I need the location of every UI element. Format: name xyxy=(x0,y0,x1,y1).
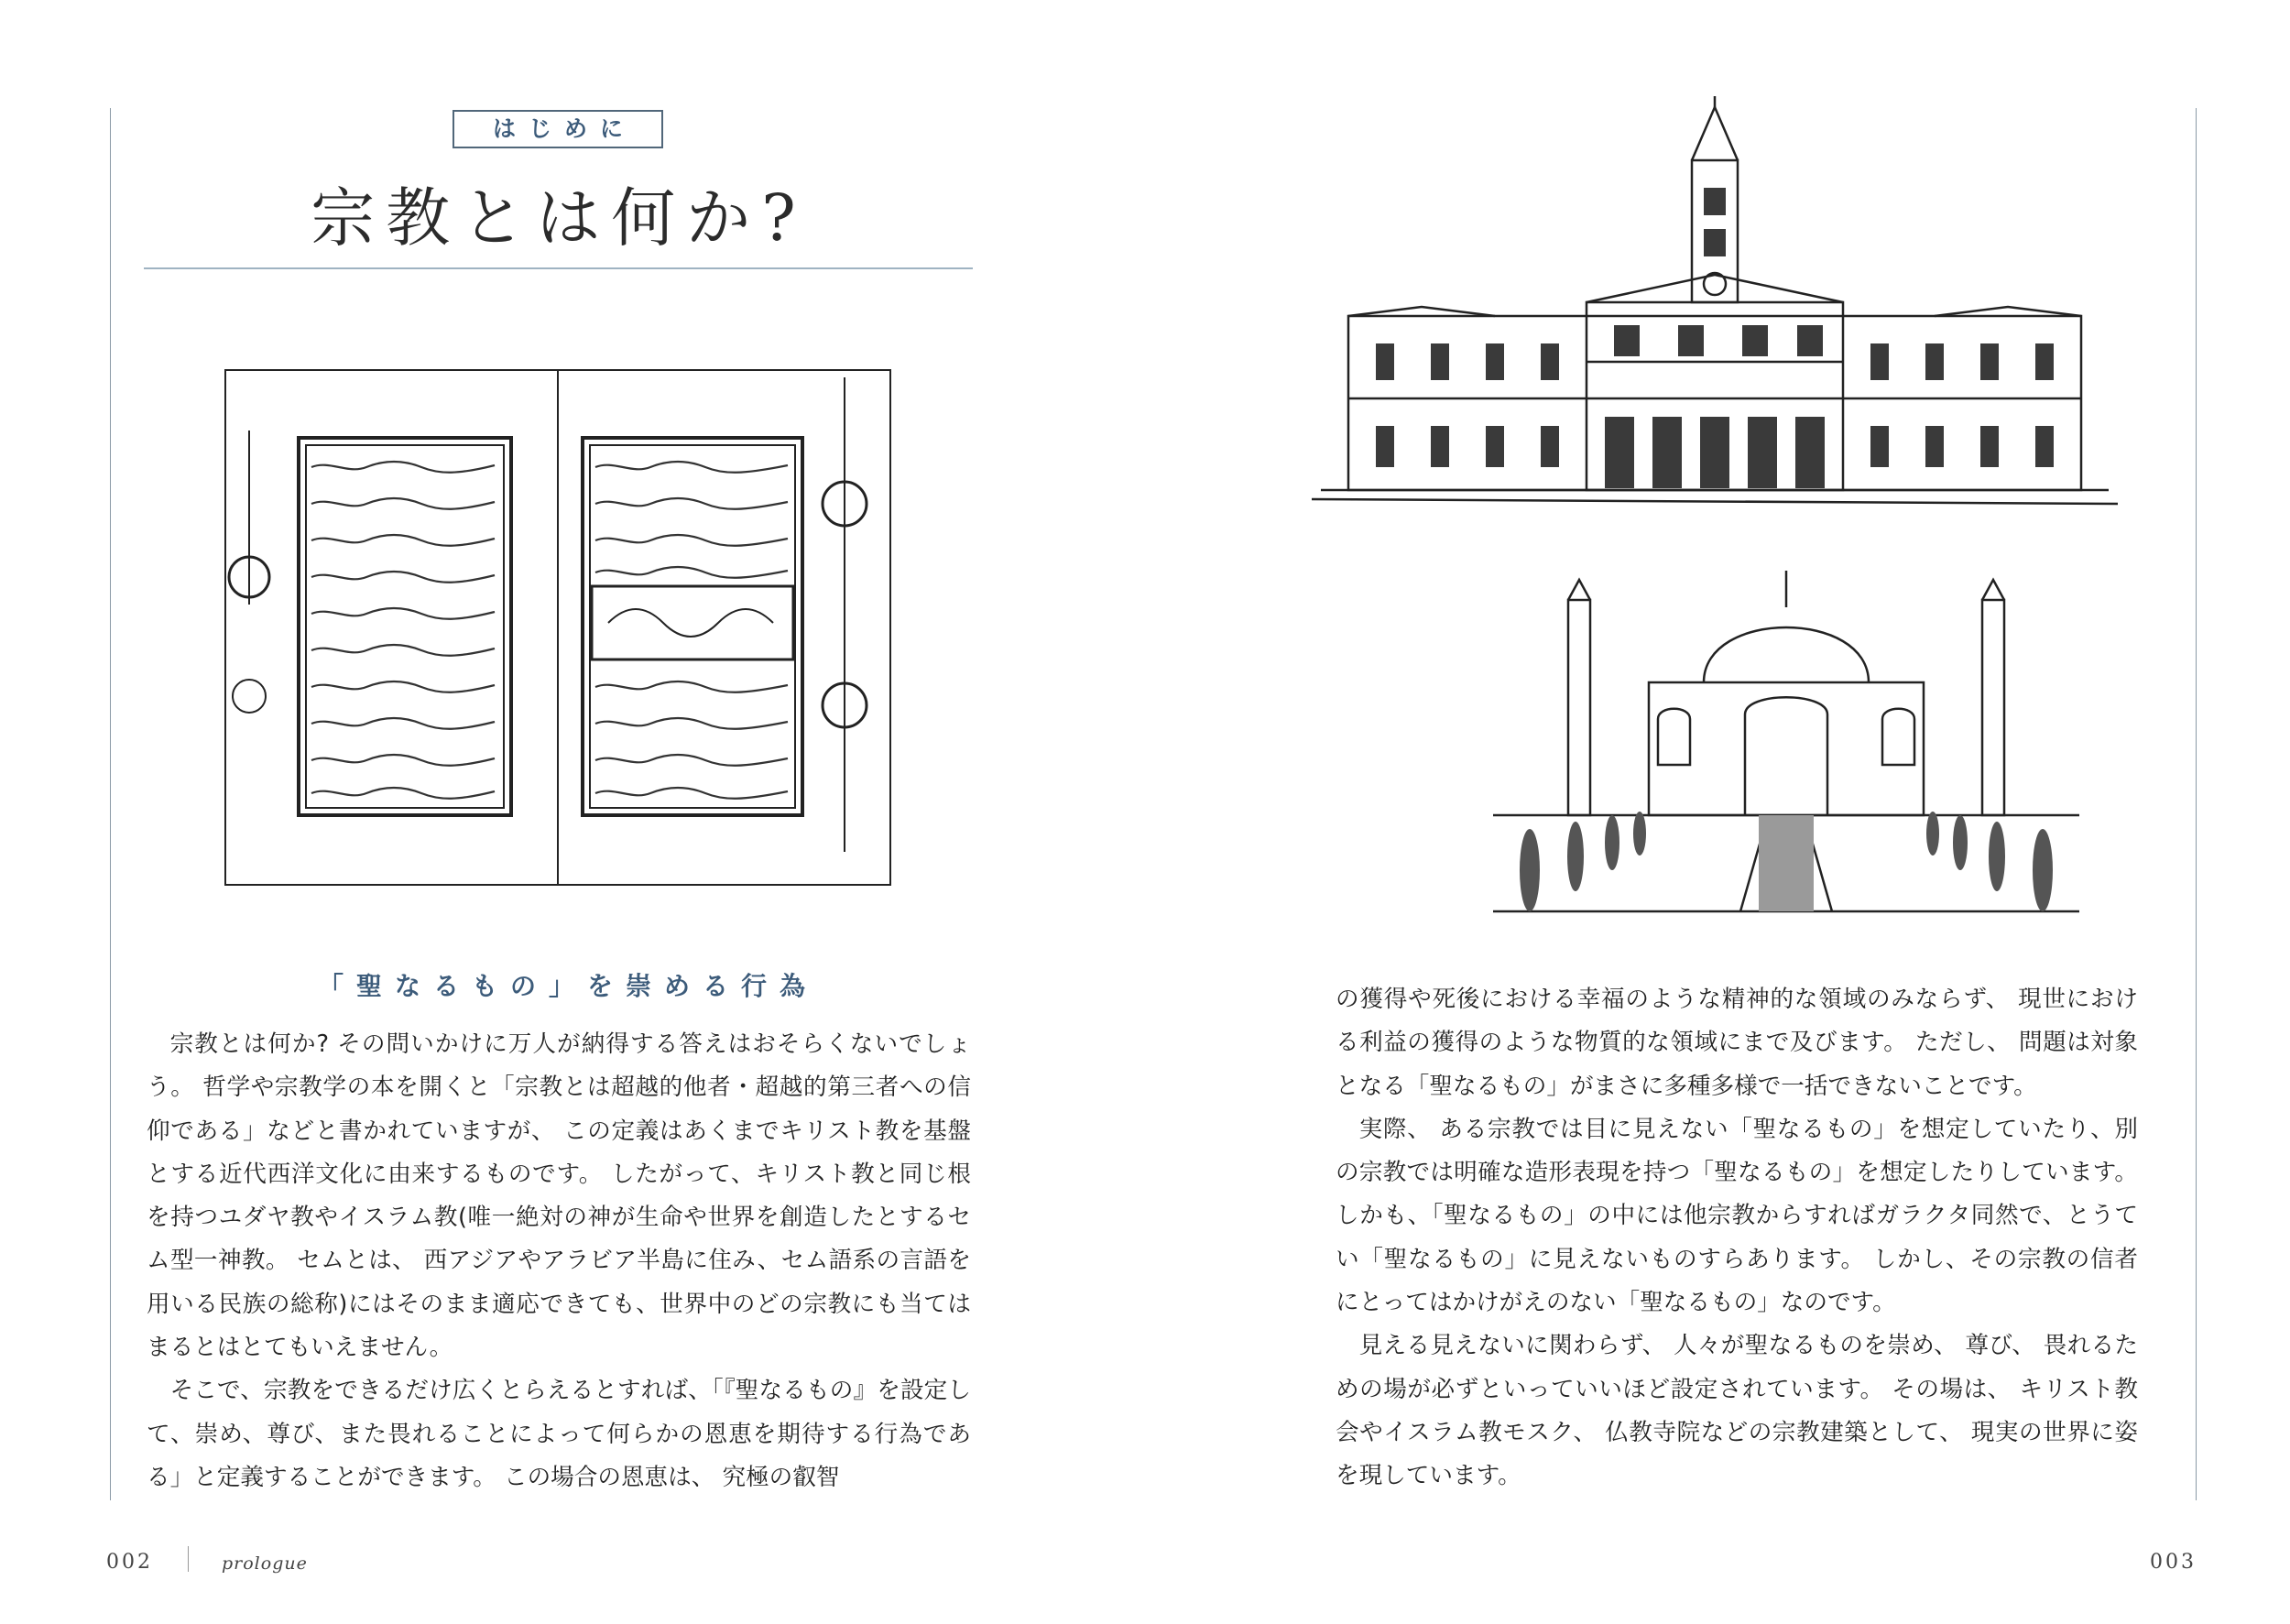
paragraph: 見える見えないに関わらず、 人々が聖なるものを崇め、 尊び、 畏れるための場が必ずといっていいほど設定されています。 その場は、 キリスト教会やイスラム教モスク、 仏教寺院などの宗教建築として、 現実の世界に姿を現しています。 xyxy=(1336,1332,2138,1490)
paragraph: そこで、宗教をできるだけ広くとらえるとすれば、「『聖なるもの』を設定して、崇め、尊び、また畏れることによって何らかの恩恵を期待する行為である」と定義することができます。 この場合の恩恵は、 究極の叡智 xyxy=(147,1377,971,1491)
section-tag: はじめに xyxy=(453,110,663,148)
folio-right: 003 xyxy=(2150,1551,2197,1574)
footer-separator xyxy=(188,1546,189,1572)
paragraph: 実際、 ある宗教では目に見えない「聖なるもの」を想定していたり、別の宗教では明確な造形表現を持つ「聖なるもの」を想定したりしています。 しかも、「聖なるもの」の中には他宗教からすればガラクタ同然で、とうてい「聖なるもの」に見えないものすらあります。 しかし、その宗教の信者にとってはかけがえのない「聖なるもの」なのです。 xyxy=(1336,1115,2138,1317)
right-page xyxy=(1145,0,2290,1624)
basilica-icon xyxy=(1312,96,2118,527)
right-margin-rule xyxy=(2196,108,2197,1500)
running-head: prologue xyxy=(222,1553,308,1574)
section-subheading: 「聖なるもの」を崇める行為 xyxy=(317,971,818,1001)
taj-mahal-icon xyxy=(1493,554,2079,916)
page-title: 宗教とは何か? xyxy=(311,180,807,256)
quran-manuscript-icon xyxy=(224,366,892,890)
paragraph: の獲得や死後における幸福のような精神的な領域のみならず、 現世における利益の獲得のような物質的な領域にまで及びます。 ただし、 問題は対象となる「聖なるもの」がまさに多種多様で一括できないことです。 xyxy=(1336,986,2138,1100)
right-body-text xyxy=(1336,978,2138,1499)
paragraph: 宗教とは何か? その問いかけに万人が納得する答えはおそらくないでしょう。 哲学や宗教学の本を開くと「宗教とは超越的他者・超越的第三者への信仰である」などと書かれていますが、 この定義はあくまでキリスト教を基盤とする近代西洋文化に由来するものです。 したがって、キリスト教と同じ根を持つユダヤ教やイスラム教(唯一絶対の神が生命や世界を創造したとするセム型一神教。 セムとは、 西アジアやアラビア半島に住み、セム語系の言語を用いる民族の総称)にはそのまま適応できても、世界中のどの宗教にも当てはまるとはとてもいえません。 xyxy=(147,1030,971,1362)
left-body-text xyxy=(147,1023,971,1499)
folio-left: 002 xyxy=(106,1551,153,1574)
left-margin-rule xyxy=(110,108,111,1500)
title-rule xyxy=(144,267,973,269)
